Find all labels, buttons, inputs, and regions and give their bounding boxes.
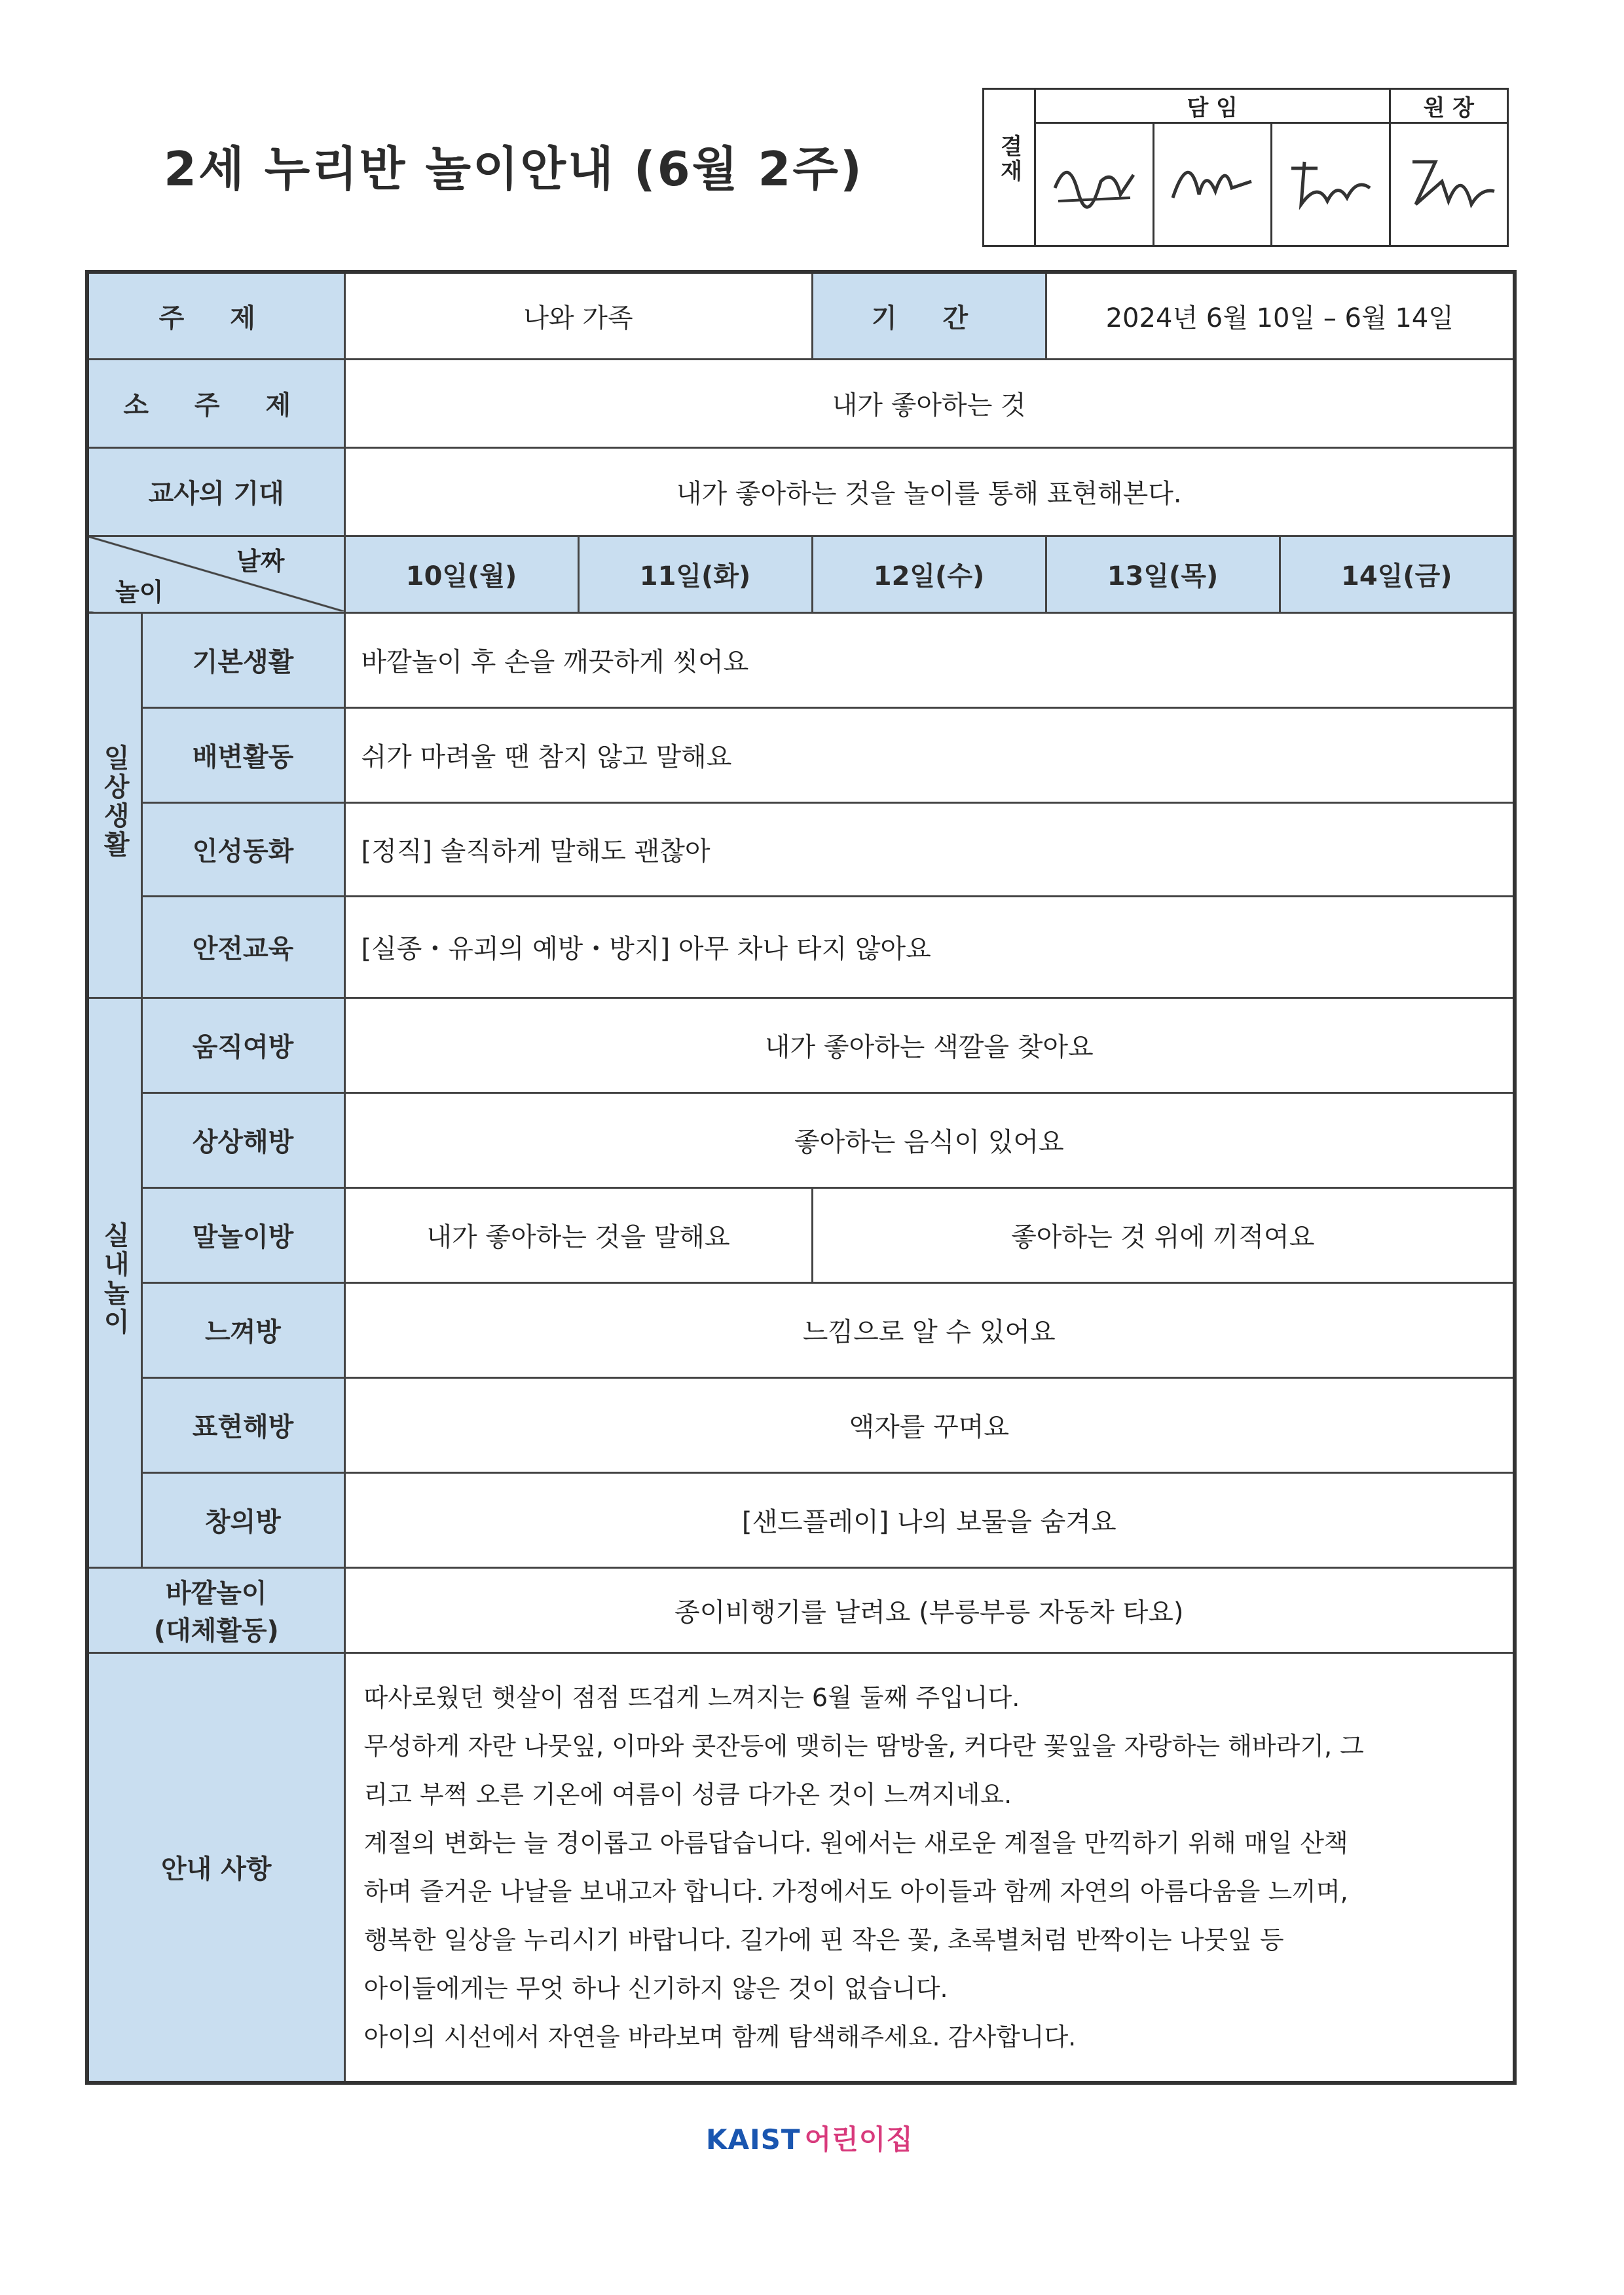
- indoor-row-content: 내가 좋아하는 색깔을 찾아요: [344, 998, 1515, 1092]
- daily-life-group-label: 일상생활: [87, 612, 141, 998]
- page-title: 2세 누리반 놀이안내 (6월 2주): [164, 141, 864, 196]
- signature-2: [1153, 123, 1272, 246]
- notice-line: 아이의 시선에서 자연을 바라보며 함께 탐색해주세요. 감사합니다.: [363, 2022, 1077, 2051]
- approval-side-label: 결재: [984, 89, 1035, 246]
- day-header: 14일(금): [1280, 536, 1515, 612]
- approval-box: [982, 88, 1509, 247]
- daily-row-content: [정직] 솔직하게 말해도 괜찮아: [344, 802, 1515, 896]
- indoor-row-content: 액자를 꾸며요: [344, 1377, 1515, 1472]
- notice-line: 따사로웠던 햇살이 점점 뜨겁게 느껴지는 6월 둘째 주입니다.: [363, 1683, 1020, 1712]
- indoor-row-label: 움직여방: [141, 998, 344, 1092]
- daily-row-label: 기본생활: [141, 612, 344, 707]
- signature-3: [1272, 123, 1390, 246]
- daily-row-content: 쉬가 마려울 땐 참지 않고 말해요: [344, 707, 1515, 802]
- daily-row-label: 안전교육: [141, 896, 344, 998]
- notice-line: 하며 즐거운 나날을 보내고자 합니다. 가정에서도 아이들과 함께 자연의 아름다움을 느끼며,: [363, 1876, 1348, 1906]
- period-label: 기 간: [812, 272, 1046, 359]
- indoor-row-label: 창의방: [141, 1472, 344, 1567]
- indoor-row-content-a: 내가 좋아하는 것을 말해요: [344, 1187, 812, 1282]
- indoor-row-label: 말놀이방: [141, 1187, 344, 1282]
- daily-row-content: 바깥놀이 후 손을 깨끗하게 씻어요: [344, 612, 1515, 707]
- director-label: 원 장: [1390, 89, 1508, 123]
- outdoor-label: 바깥놀이 (대체활동): [87, 1567, 344, 1652]
- daily-row-content: [실종・유괴의 예방・방지] 아무 차나 타지 않아요: [344, 896, 1515, 998]
- period-value: 2024년 6월 10일 – 6월 14일: [1046, 272, 1515, 359]
- expectation-label: 교사의 기대: [87, 447, 344, 536]
- indoor-row-label: 상상해방: [141, 1092, 344, 1187]
- notice-label: 안내 사항: [87, 1652, 344, 2083]
- notice-line: 리고 부쩍 오른 기온에 여름이 성큼 다가온 것이 느껴지네요.: [363, 1780, 1012, 1809]
- day-header: 11일(화): [578, 536, 812, 612]
- indoor-row-content: 좋아하는 음식이 있어요: [344, 1092, 1515, 1187]
- logo-en: KAIST: [706, 2123, 801, 2155]
- signature-1: [1035, 123, 1154, 246]
- teacher-label: 담 임: [1035, 89, 1390, 123]
- notice-line: 행복한 일상을 누리시기 바랍니다. 길가에 핀 작은 꽃, 초록별처럼 반짝이는 나뭇잎 등: [363, 1925, 1284, 1954]
- day-header: 10일(월): [344, 536, 578, 612]
- day-header: 12일(수): [812, 536, 1046, 612]
- notice-line: 아이들에게는 무엇 하나 신기하지 않은 것이 없습니다.: [363, 1973, 948, 2003]
- subtopic-label: 소 주 제: [87, 359, 344, 447]
- date-play-header: [87, 536, 344, 612]
- daily-row-label: 인성동화: [141, 802, 344, 896]
- notice-line: 무성하게 자란 나뭇잎, 이마와 콧잔등에 맺히는 땀방울, 커다란 꽃잎을 자랑하는 해바라기, 그: [363, 1731, 1364, 1761]
- signature-4: [1390, 123, 1508, 246]
- indoor-row-label: 느껴방: [141, 1282, 344, 1377]
- indoor-play-group-label: 실내놀이: [87, 998, 141, 1567]
- kaist-kindergarten-logo: [706, 2118, 913, 2157]
- date-label: 날짜: [236, 546, 285, 576]
- indoor-row-content: 느낌으로 알 수 있어요: [344, 1282, 1515, 1377]
- topic-value: 나와 가족: [344, 272, 812, 359]
- play-label: 놀이: [115, 577, 164, 606]
- indoor-row-content: [샌드플레이] 나의 보물을 숨겨요: [344, 1472, 1515, 1567]
- indoor-row-content-b: 좋아하는 것 위에 끼적여요: [812, 1187, 1515, 1282]
- subtopic-value: 내가 좋아하는 것: [344, 359, 1515, 447]
- notice-line: 계절의 변화는 늘 경이롭고 아름답습니다. 원에서는 새로운 계절을 만끽하기 위해 매일 산책: [363, 1828, 1348, 1857]
- indoor-row-label: 표현해방: [141, 1377, 344, 1472]
- plan-table: [85, 270, 1517, 2085]
- logo-ko: 어린이집: [804, 2123, 913, 2155]
- day-header: 13일(목): [1046, 536, 1280, 612]
- topic-label: 주 제: [87, 272, 344, 359]
- outdoor-content: 종이비행기를 날려요 (부릉부릉 자동차 타요): [344, 1567, 1515, 1652]
- expectation-value: 내가 좋아하는 것을 놀이를 통해 표현해본다.: [344, 447, 1515, 536]
- notice-content: [344, 1652, 1515, 2083]
- daily-row-label: 배변활동: [141, 707, 344, 802]
